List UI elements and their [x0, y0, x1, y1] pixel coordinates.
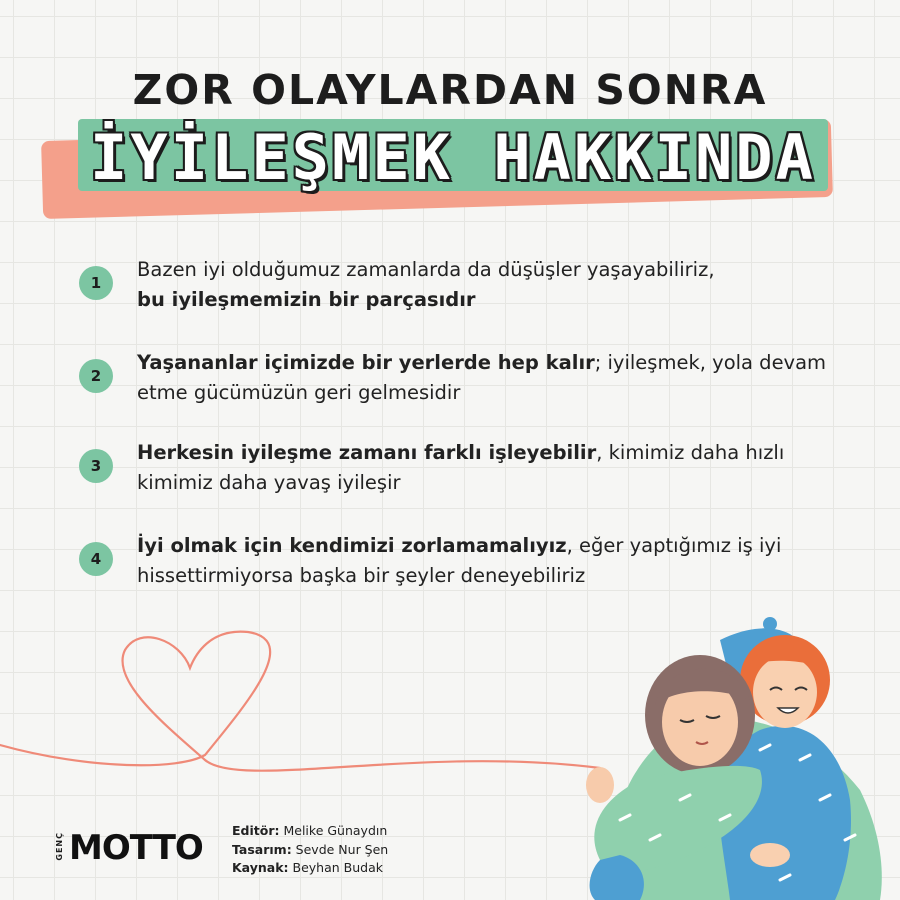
item-text: Bazen iyi olduğumuz zamanlarda da düşüşler yaşayabiliriz, bu iyileşmemizin bir parçasıdır [137, 258, 715, 311]
item-text: Herkesin iyileşme zamanı farklı işleyebilir, kimimiz daha hızlı kimimiz daha yavaş iyileşir [137, 441, 785, 494]
item-number-badge: 1 [79, 266, 113, 300]
credit-design: Tasarım: Sevde Nur Şen [232, 841, 389, 857]
logo-main-text: MOTTO [69, 828, 203, 868]
item-text: Yaşananlar içimizde bir yerlerde hep kalır; iyileşmek, yola devam etme gücümüzün geri gelmesidir [137, 351, 827, 404]
item-number-badge: 2 [79, 359, 113, 393]
logo-small-text: GENÇ [55, 832, 64, 861]
credits [232, 822, 388, 878]
item-number-badge: 3 [79, 449, 113, 483]
title-line-1: ZOR OLAYLARDAN SONRA [132, 66, 768, 114]
item-text: İyi olmak için kendimizi zorlamamalıyız, eğer yaptığımız iş iyi hissettirmiyorsa başka bir şeyler deneyebiliriz [137, 534, 782, 587]
credit-source: Kaynak: Beyhan Budak [232, 860, 383, 875]
genc-motto-logo [55, 828, 220, 868]
credit-editor: Editör: Melike Günaydın [232, 823, 388, 838]
title-line-2: İYİLEŞMEK HAKKINDA [90, 121, 816, 194]
item-number-badge: 4 [79, 542, 113, 576]
